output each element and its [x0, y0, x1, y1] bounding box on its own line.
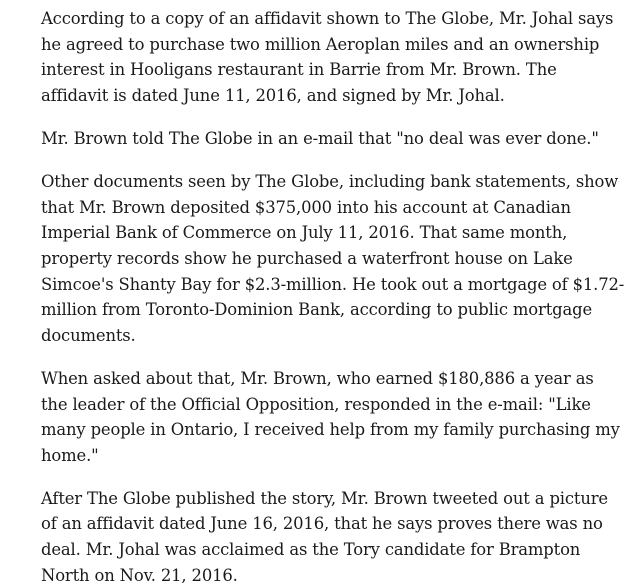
article-paragraph: When asked about that, Mr. Brown, who earned $180,886 a year as the leader of the Official Opposition, responded in the e-mail: "Like many people in Ontario, I received help from my family purchasing my home." — [41, 368, 620, 465]
article-paragraph: Other documents seen by The Globe, including bank statements, show that Mr. Brown deposited $375,000 into his account at Canadian Imperial Bank of Commerce on July 11, 2016. That same month, property records show he purchased a waterfront house on Lake Simcoe's Shanty Bay for $2.3-million. He took out a mortgage of $1.72-million from Toronto-Dominion Bank, according to public mortgage documents. — [41, 172, 625, 345]
article-paragraph: According to a copy of an affidavit shown to The Globe, Mr. Johal says he agreed to purchase two million Aeroplan miles and an ownership interest in Hooligans restaurant in Barrie from Mr. Brown. The affidavit is dated June 11, 2016, and signed by Mr. Johal. — [41, 9, 614, 105]
article-paragraph: After The Globe published the story, Mr. Brown tweeted out a picture of an affidavit dated June 16, 2016, that he says proves there was no deal. Mr. Johal was acclaimed as the Tory candidate for Brampton North on Nov. 21, 2016. — [41, 488, 608, 585]
article-paragraph: Mr. Brown told The Globe in an e-mail that "no deal was ever done." — [41, 128, 599, 148]
